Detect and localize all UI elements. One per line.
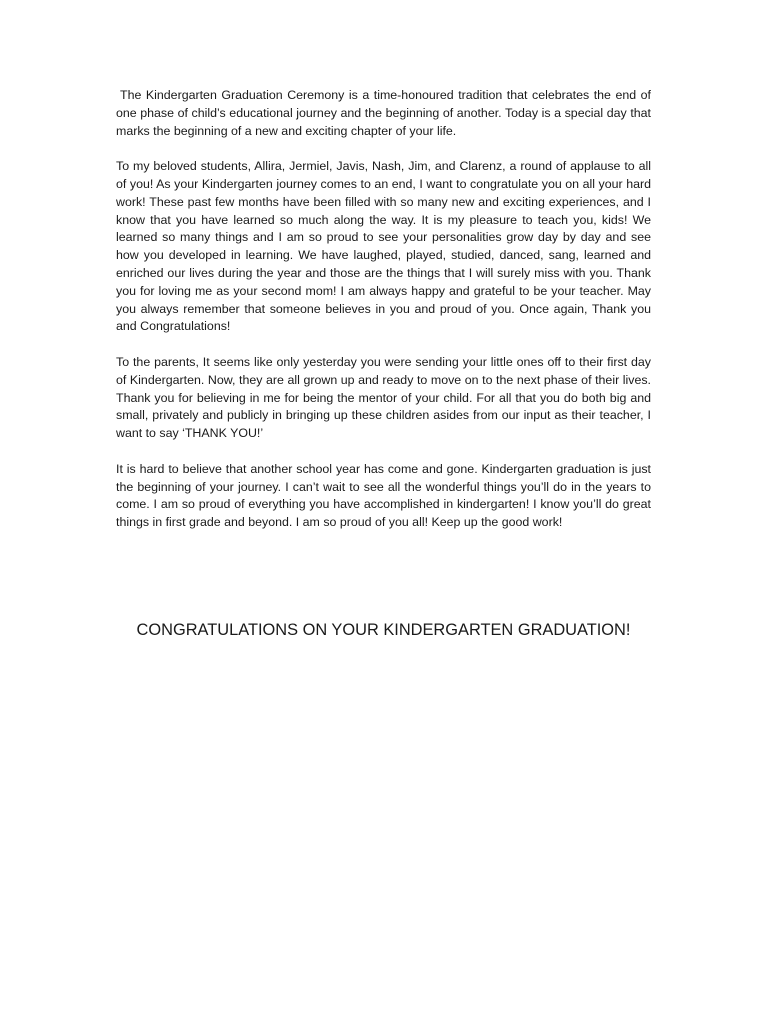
paragraph-students: To my beloved students, Allira, Jermiel, Javis, Nash, Jim, and Clarenz, a round of applause to all of you! As your Kindergarten journey comes to an end, I want to congratulate you on all your hard work! These past few months have been filled with so many new and exciting experiences, and I know that you have learned so much along the way. It is my pleasure to teach you, kids! We learned so many things and I am so proud to see your personalities grow day by day and see how you developed in learning. We have laughed, played, studied, danced, sang, learned and enriched our lives during the year and those are the things that I will surely miss with you. Thank you for loving me as your second mom! I am always happy and grateful to be your teacher. May you always remember that someone believes in you and proud of you. Once again, Thank you and Congratulations! xyxy=(116,159,651,334)
paragraph-introduction: The Kindergarten Graduation Ceremony is a time-honoured tradition that celebrates the end of one phase of child’s educational journey and the beginning of another. Today is a special day that marks the beginning of a new and exciting chapter of your life. xyxy=(116,88,651,138)
paragraph-conclusion: It is hard to believe that another school year has come and gone. Kindergarten graduation is just the beginning of your journey. I can’t wait to see all the wonderful things you’ll do in the years to come. I am so proud of everything you have accomplished in kindergarten! I know you’ll do great things in first grade and beyond. I am so proud of you all! Keep up the good work! xyxy=(116,461,651,530)
closing-headline: CONGRATULATIONS ON YOUR KINDERGARTEN GRADUATION! xyxy=(136,621,631,639)
letter-body xyxy=(116,87,651,550)
paragraph-parents: To the parents, It seems like only yesterday you were sending your little ones off to their first day of Kindergarten. Now, they are all grown up and ready to move on to the next phase of their lives. Thank you for believing in me for being the mentor of your child. For all that you do both big and small, privately and publicly in bringing up these children asides from our input as their teacher, I want to say ‘THANK YOU!’ xyxy=(116,354,651,441)
